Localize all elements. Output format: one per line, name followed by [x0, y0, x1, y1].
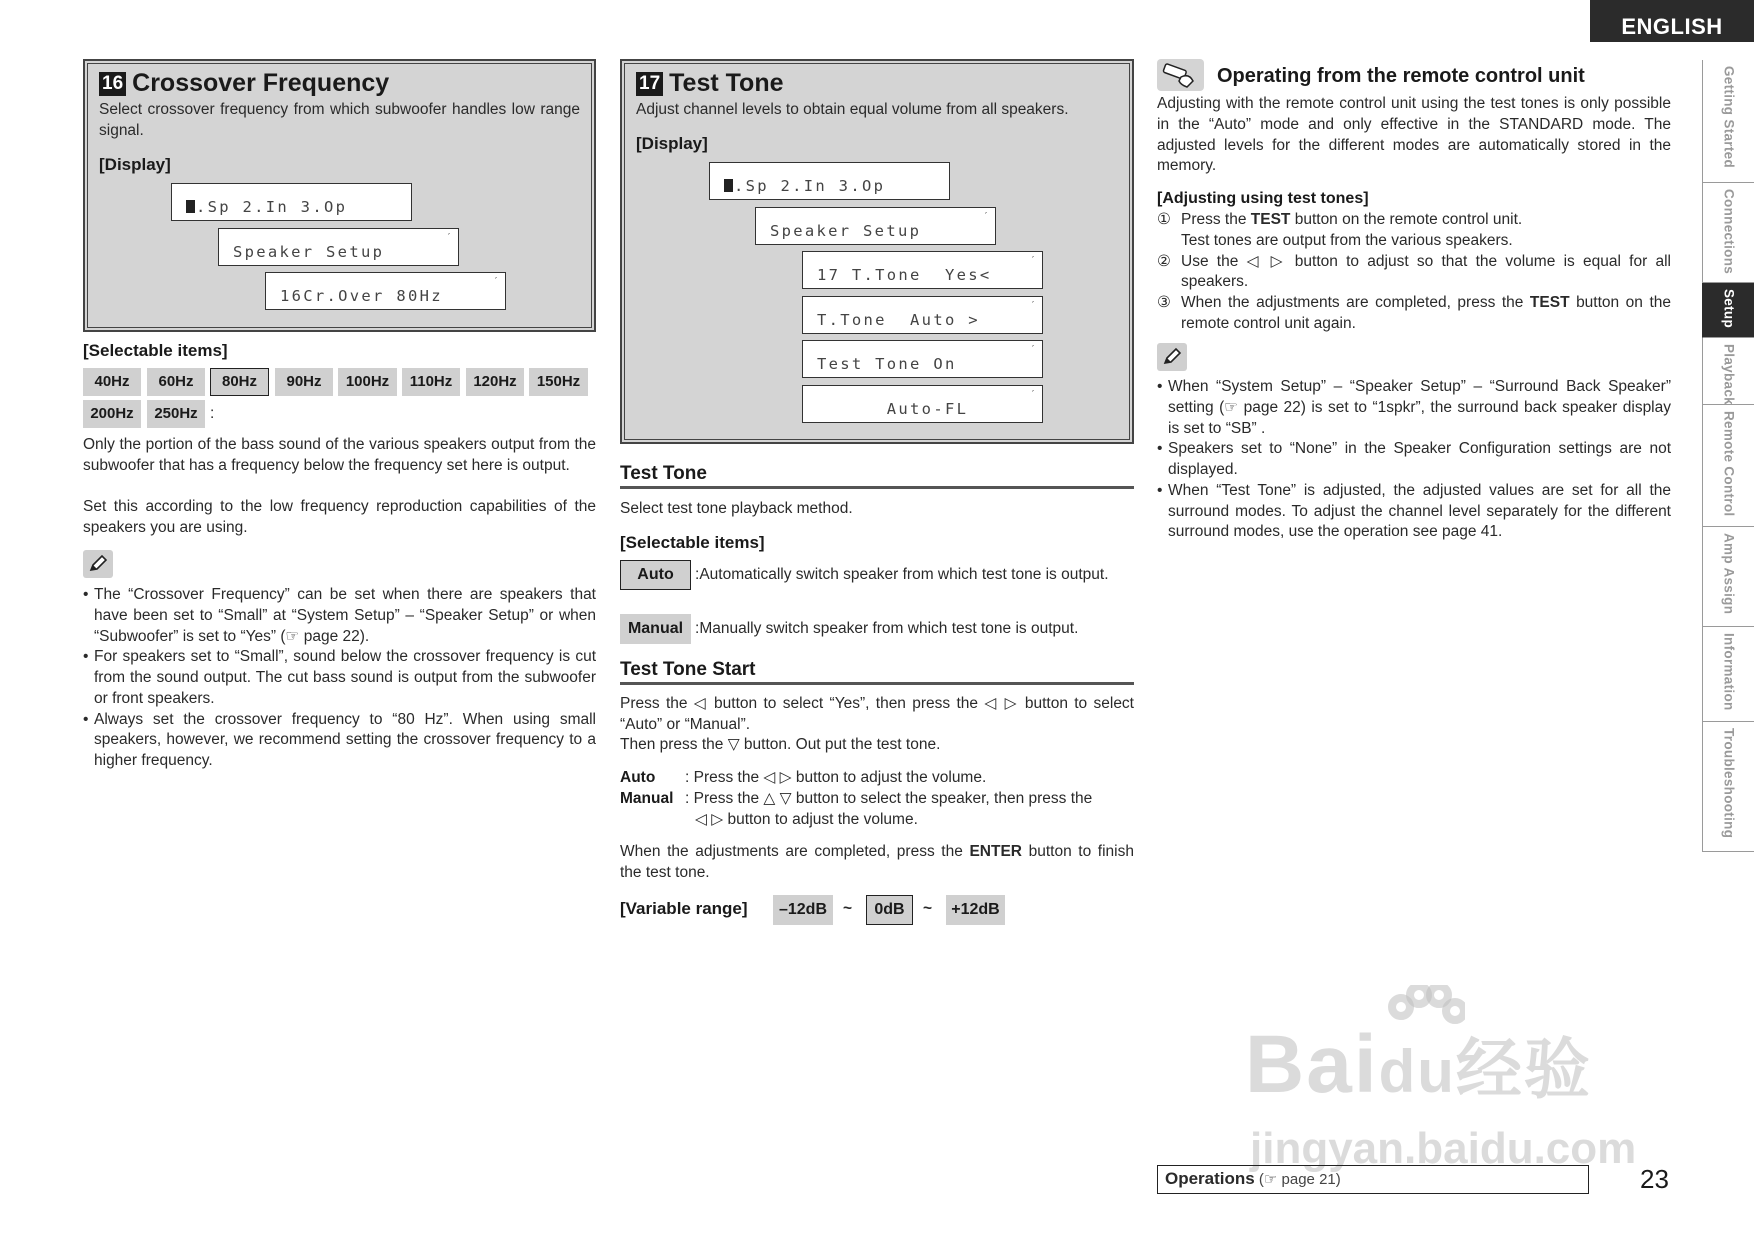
freq-chip: 120Hz: [466, 368, 524, 396]
adjusting-heading: [Adjusting using test tones]: [1157, 190, 1369, 207]
note-bullet: • When “System Setup” – “Speaker Setup” – “Surround Back Speaker” setting (☞ page 22) is set to “1spkr”, the surround back speaker display is set to “SB” .: [1157, 377, 1671, 439]
lcd-screen: ′ Auto-FL: [802, 385, 1043, 423]
mode-chip-manual: Manual: [620, 614, 691, 644]
finish-text: When the adjustments are completed, press the ENTER button to finish the test tone.: [620, 843, 1134, 881]
note-bullet: • For speakers set to “Small”, sound below the crossover frequency is cut from the sound output. The cut bass sound is output from the subwoofer or front speakers.: [83, 647, 596, 709]
selectable-items-label: [Selectable items]: [620, 533, 765, 552]
display-label: [Display]: [636, 134, 708, 153]
remote-control-icon: [1157, 59, 1204, 91]
side-tab-troubleshooting[interactable]: Troubleshooting: [1702, 722, 1754, 852]
manual-text-cont: ◁ ▷ button to adjust the volume.: [695, 811, 918, 828]
side-tab-setup[interactable]: Setup: [1702, 283, 1754, 338]
note-bullet: • Speakers set to “None” in the Speaker Configuration settings are not displayed.: [1157, 439, 1671, 481]
crossover-panel: [83, 59, 596, 332]
auto-text: : Press the ◁ ▷ button to adjust the volume.: [685, 769, 987, 786]
freq-chip: 100Hz: [338, 368, 397, 396]
lcd-screen: ′ Speaker Setup: [755, 207, 996, 245]
remote-notes: [1157, 377, 1671, 543]
test-key: TEST: [1250, 211, 1291, 228]
note-bullet: • The “Crossover Frequency” can be set when there are speakers that have been set to “Small” at “System Setup” – “Speaker Setup” or when “Subwoofer” is set to “Yes” (☞ page 22).: [83, 585, 596, 647]
side-tab-information[interactable]: Information: [1702, 627, 1754, 722]
side-tab-connections[interactable]: Connections: [1702, 183, 1754, 283]
selectable-items-label: [Selectable items]: [83, 341, 228, 360]
freq-chip: 40Hz: [83, 368, 141, 396]
lcd-screen: ′ Speaker Setup: [218, 228, 459, 266]
lcd-screen: .Sp 2.In 3.Op: [171, 183, 412, 221]
remote-steps: [1157, 210, 1671, 335]
range-separator: ~: [923, 900, 933, 917]
step-item: ② Use the ◁ ▷ button to adjust so that the volume is equal for all speakers.: [1157, 252, 1671, 291]
manual-text: : Press the △ ▽ button to select the speaker, then press the: [685, 790, 1093, 807]
freq-chip: 60Hz: [147, 368, 205, 396]
lcd-screen: ′ 17 T.Tone Yes<: [802, 251, 1043, 289]
test-key: TEST: [1529, 294, 1570, 312]
side-tabs: [1702, 60, 1754, 852]
side-tab-amp-assign[interactable]: Amp Assign: [1702, 527, 1754, 627]
step-item: ① Press the TEST button on the remote control unit. Test tones are output from the various speakers.: [1157, 211, 1523, 249]
watermark-url: jingyan.baidu.com: [1250, 1124, 1637, 1173]
pencil-note-icon: [1157, 343, 1187, 371]
side-tab-getting-started[interactable]: Getting Started: [1702, 60, 1754, 183]
section-number-badge: 16: [99, 72, 126, 96]
side-tab-playback[interactable]: Playback: [1702, 338, 1754, 405]
range-chip-min: –12dB: [773, 895, 833, 925]
auto-label: Auto: [620, 769, 656, 786]
items-suffix: :: [210, 405, 215, 422]
remote-title: Operating from the remote control unit: [1217, 65, 1585, 87]
enter-key: ENTER: [969, 843, 1022, 860]
step-item: ③ When the adjustments are completed, press the TEST button on the remote control unit again.: [1157, 294, 1671, 332]
lcd-screen: ′ T.Tone Auto >: [802, 296, 1043, 334]
mode-auto-desc: :Automatically switch speaker from which test tone is output.: [695, 566, 1109, 583]
crossover-description: Select crossover frequency from which subwoofer handles low range signal.: [99, 101, 580, 139]
crossover-notes: [83, 585, 596, 772]
test-tone-subheading: Test Tone: [620, 461, 1134, 489]
display-label: [Display]: [99, 155, 171, 174]
testtone-title: 17 Test Tone: [636, 67, 784, 101]
section-number-badge: 17: [636, 72, 663, 96]
note-bullet: • When “Test Tone” is adjusted, the adjusted values are set for all the surround modes. To adjust the channel level separately for the different surround modes, use the operation see page 41.: [1157, 481, 1671, 543]
test-tone-start-p2: Then press the ▽ button. Out put the test tone.: [620, 736, 941, 753]
mode-chip-auto: Auto: [620, 560, 691, 590]
variable-range-label: [Variable range]: [620, 899, 748, 918]
language-tab: ENGLISH: [1590, 0, 1754, 42]
page-number: 23: [1640, 1164, 1669, 1194]
freq-chip: 90Hz: [275, 368, 333, 396]
watermark-paw-icon: [1385, 985, 1465, 1065]
lcd-screen: .Sp 2.In 3.Op: [709, 162, 950, 200]
note-bullet: • Always set the crossover frequency to “80 Hz”. When using small speakers, however, we recommend setting the crossover frequency to a higher frequency.: [83, 710, 596, 772]
freq-chip: 200Hz: [83, 400, 141, 428]
range-separator: ~: [843, 900, 853, 917]
crossover-title: 16 Crossover Frequency: [99, 67, 389, 101]
remote-intro: Adjusting with the remote control unit using the test tones is only possible in the “Auto” mode and only effective in the STANDARD mode. The adjusted levels for the different modes are automatically stored in the memory.: [1157, 95, 1671, 175]
crossover-body-1: Only the portion of the bass sound of the various speakers output from the subwoofer that has a frequency below the frequency set here is output.: [83, 436, 596, 474]
test-tone-start-p1: Press the ◁ button to select “Yes”, then press the ◁ ▷ button to select “Auto” or “Manual”.: [620, 695, 1134, 733]
watermark-logo: Baidu经验: [1245, 1019, 1592, 1110]
testtone-panel: [620, 59, 1134, 444]
crossover-body-2: Set this according to the low frequency reproduction capabilities of the speakers you are using.: [83, 498, 596, 536]
operations-box: Operations (☞ page 21): [1157, 1165, 1589, 1194]
side-tab-remote-control[interactable]: Remote Control: [1702, 405, 1754, 527]
mode-manual-desc: :Manually switch speaker from which test tone is output.: [695, 620, 1079, 637]
lcd-screen: ′ Test Tone On: [802, 340, 1043, 378]
testtone-description: Adjust channel levels to obtain equal volume from all speakers.: [636, 101, 1069, 118]
range-chip-default: 0dB: [866, 895, 913, 925]
test-tone-desc: Select test tone playback method.: [620, 500, 853, 517]
freq-chip: 150Hz: [529, 368, 588, 396]
freq-chip-selected: 80Hz: [210, 368, 269, 396]
freq-chip: 110Hz: [402, 368, 460, 396]
manual-label: Manual: [620, 790, 674, 807]
freq-chip: 250Hz: [147, 400, 205, 428]
pencil-note-icon: [83, 550, 113, 578]
lcd-screen: ′ 16Cr.Over 80Hz: [265, 272, 506, 310]
range-chip-max: +12dB: [946, 895, 1005, 925]
test-tone-start-subheading: Test Tone Start: [620, 657, 1134, 685]
